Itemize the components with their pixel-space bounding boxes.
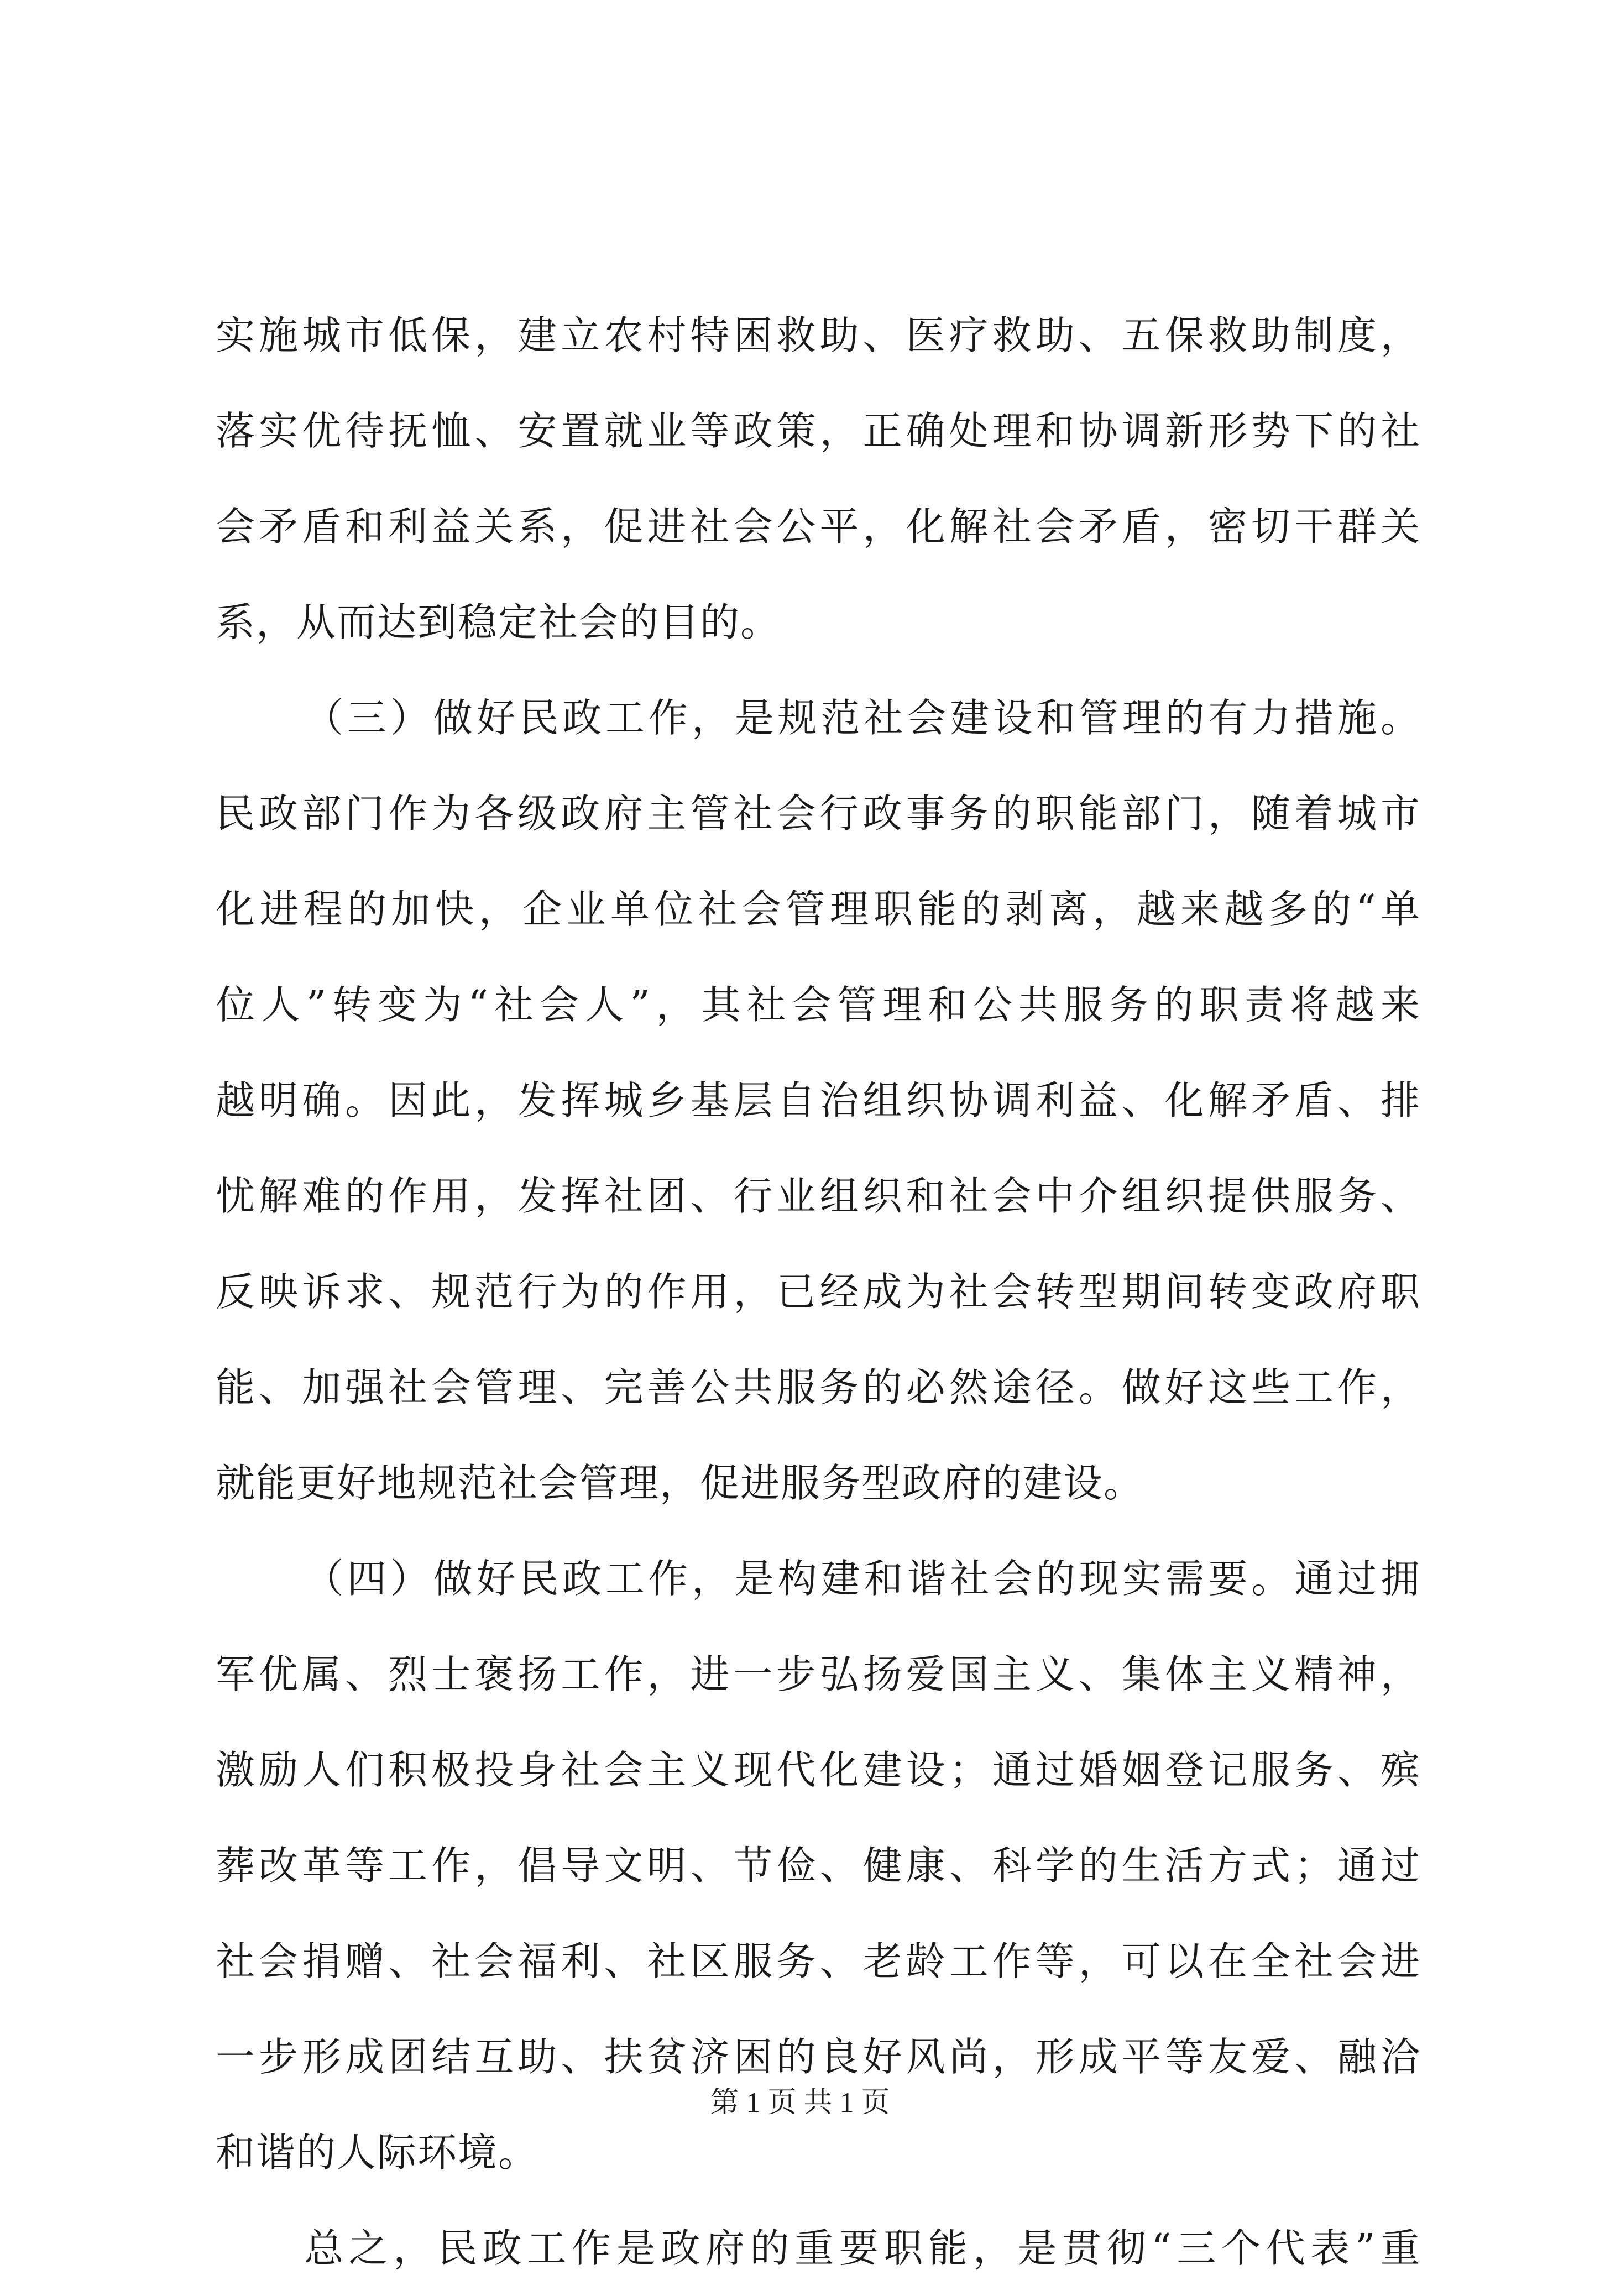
text-line: 反映诉求、规范行为的作用，已经成为社会转型期间转变政府职	[216, 1269, 1421, 1315]
text-line: 军优属、烈士褒扬工作，进一步弘扬爱国主义、集体主义精神，	[216, 1651, 1421, 1697]
text-line: 忧解难的作用，发挥社团、行业组织和社会中介组织提供服务、	[216, 1173, 1421, 1219]
text-line: 能、加强社会管理、完善公共服务的必然途径。做好这些工作，	[216, 1364, 1421, 1410]
body-text	[216, 287, 1421, 2296]
text-line: 位人”转变为“社会人”，其社会管理和公共服务的职责将越来	[216, 982, 1421, 1028]
text-line: （四）做好民政工作，是构建和谐社会的现实需要。通过拥	[304, 1556, 1421, 1602]
text-line: 葬改革等工作，倡导文明、节俭、健康、科学的生活方式；通过	[216, 1843, 1421, 1889]
text-line: 越明确。因此，发挥城乡基层自治组织协调利益、化解矛盾、排	[216, 1078, 1421, 1123]
text-line: 就能更好地规范社会管理，促进服务型政府的建设。	[216, 1460, 1144, 1506]
text-line: 总之，民政工作是政府的重要职能，是贯彻“三个代表”重	[304, 2225, 1421, 2271]
text-line: 实施城市低保，建立农村特困救助、医疗救助、五保救助制度，	[216, 312, 1421, 358]
text-line: 系，从而达到稳定社会的目的。	[216, 599, 781, 645]
text-line: （三）做好民政工作，是规范社会建设和管理的有力措施。	[304, 695, 1421, 741]
text-line: 会矛盾和利益关系，促进社会公平，化解社会矛盾，密切干群关	[216, 504, 1421, 550]
text-line: 激励人们积极投身社会主义现代化建设；通过婚姻登记服务、殡	[216, 1747, 1421, 1793]
text-line: 一步形成团结互助、扶贫济困的良好风尚，形成平等友爱、融洽	[216, 2034, 1421, 2080]
text-line: 落实优待抚恤、安置就业等政策，正确处理和协调新形势下的社	[216, 408, 1421, 454]
text-line: 社会捐赠、社会福利、社区服务、老龄工作等，可以在全社会进	[216, 1938, 1421, 1984]
text-line: 民政部门作为各级政府主管社会行政事务的职能部门，随着城市	[216, 791, 1421, 836]
text-line: 化进程的加快，企业单位社会管理职能的剥离，越来越多的“单	[216, 886, 1421, 932]
page-footer: 第 1 页 共 1 页	[710, 2087, 890, 2119]
text-line: 和谐的人际环境。	[216, 2130, 539, 2175]
